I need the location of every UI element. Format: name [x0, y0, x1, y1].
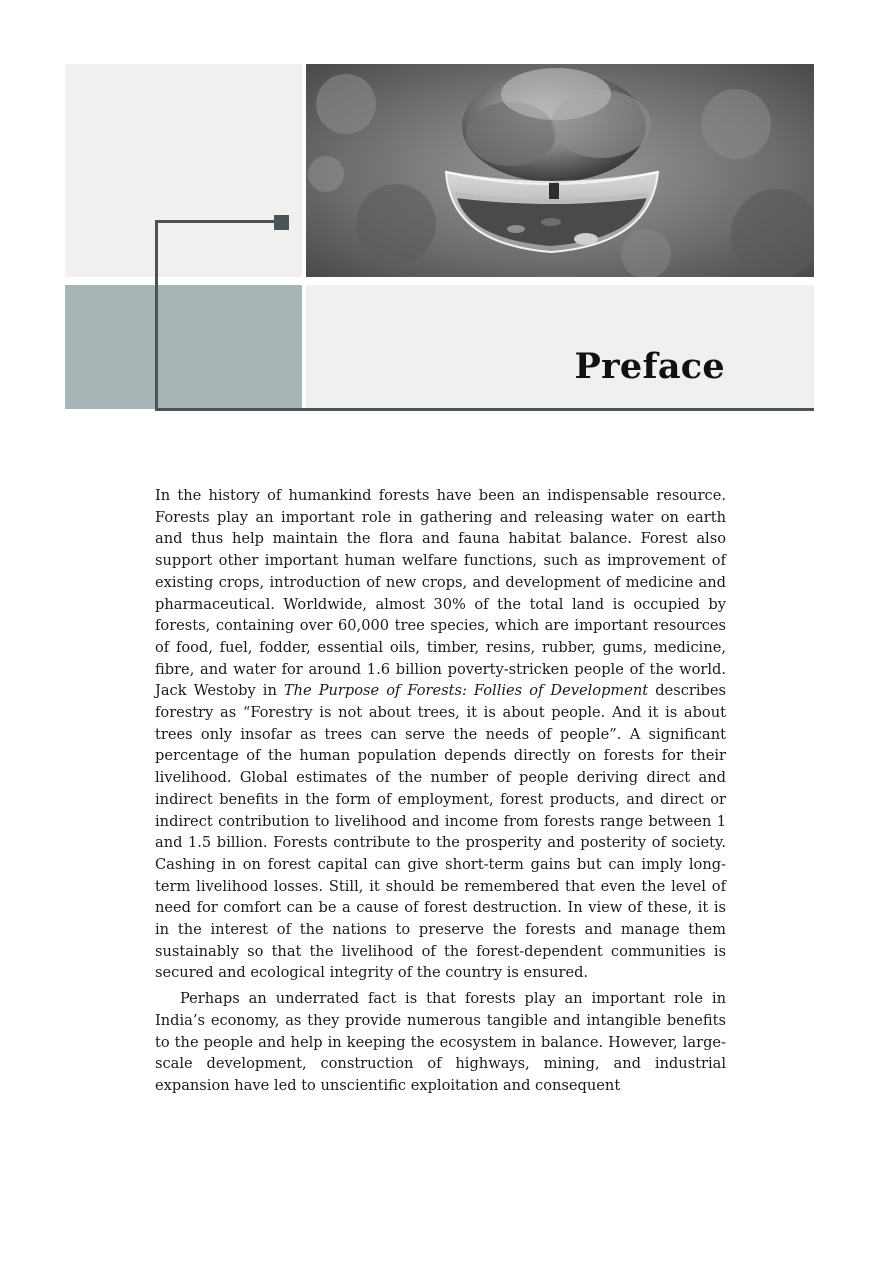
paragraph-1-text-a: In the history of humankind forests have been an indispensable resource. Forests play an important role in gathering and releasing water on earth and thus help maintain the flora and fauna habitat balance. Forest also support other important human welfare functions, such as improvement of existing crops, introduction of new crops, and development of medicine and pharmaceutical. Worldwide, almost 30% of the total land is occupied by forests, containing over 60,000 tree species, which are important resources of food, fuel, fodder, essential oils, timber, resins, rubber, gums, medicine, fibre, and water for around 1.6 billion poverty-stricken people of the world. Jack Westoby in — [155, 487, 726, 700]
paragraph-1-text-b: describes forestry as “Forestry is not about trees, it is about people. And it is about trees only insofar as trees can serve the needs of people”. A significant percentage of the human population depends directly on forests for their livelihood. Global estimates of the number of people deriving direct and indirect benefits in the form of employment, forest products, and direct or indirect contribution to livelihood and income from forests range between 1 and 1.5 billion. Forests contribute to the prosperity and posterity of society. Cashing in on forest capital can give short-term gains but can imply long-term livelihood losses. Still, it should be remembered that even the level of need for comfort can be a cause of forest destruction. In view of these, it is in the interest of the nations to preserve the forests and manage them sustainably so that the livelihood of the forest-dependent communities is secured and ecological integrity of the country is ensured. — [155, 682, 726, 982]
page-title: Preface — [574, 346, 725, 387]
header-panel-top-left — [65, 64, 302, 277]
frame-line-bottom — [155, 408, 814, 411]
frame-square-marker — [274, 215, 289, 230]
tree-in-glass-bowl-photo-icon — [306, 64, 814, 277]
frame-line-top — [155, 220, 277, 223]
header-panel-bottom-left — [65, 285, 302, 409]
paragraph-1 — [155, 485, 726, 984]
preface-body — [155, 485, 726, 1097]
header-photo — [306, 64, 814, 277]
frame-line-vertical — [155, 220, 158, 411]
header-panel-bottom-right — [306, 285, 814, 409]
book-title: The Purpose of Forests: Follies of Development — [283, 682, 649, 700]
paragraph-2: Perhaps an underrated fact is that forests play an important role in India’s economy, as they provide numerous tangible and intangible benefits to the people and help in keeping the ecosystem in balance. However, large-scale development, construction of highways, mining, and industrial expansion have led to unscientific exploitation and consequent — [155, 990, 726, 1094]
